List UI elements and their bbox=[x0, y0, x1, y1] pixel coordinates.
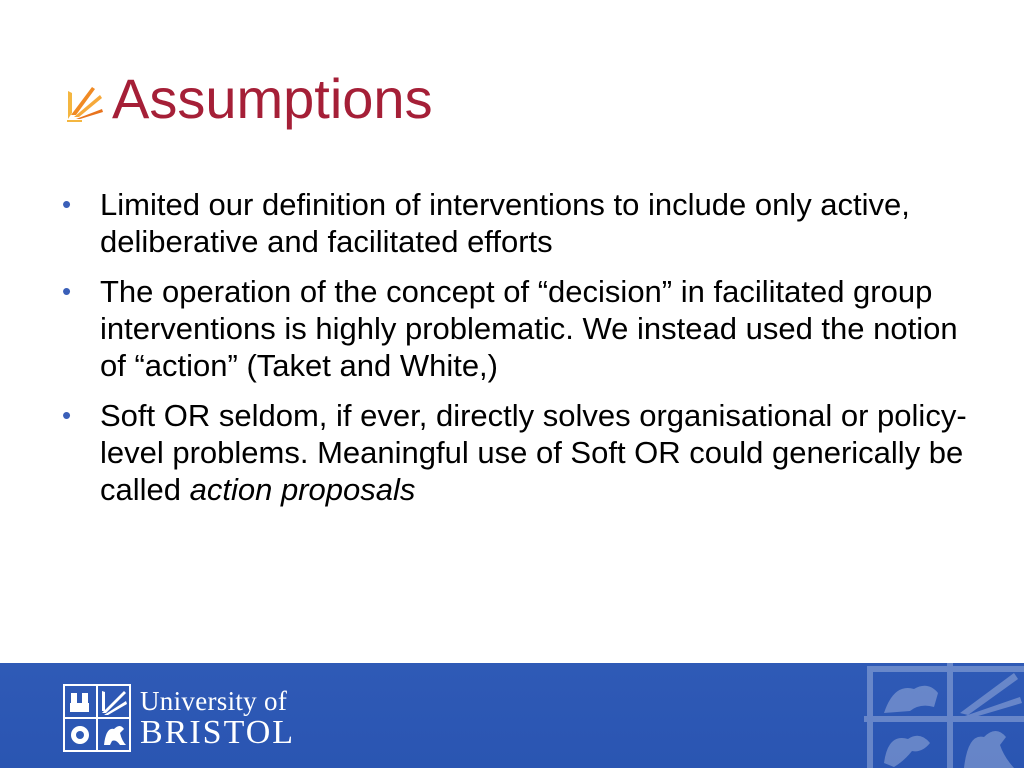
university-logo bbox=[62, 683, 295, 753]
bullet-text-segment: Limited our definition of interventions to include only active, deliberative and facilitated efforts bbox=[100, 187, 910, 259]
flame-logo-icon bbox=[62, 79, 106, 123]
bullet-item bbox=[62, 397, 982, 508]
university-crest-icon bbox=[62, 683, 132, 753]
bullet-text-segment: Soft OR seldom, if ever, directly solves organisational or policy-level problems. Meaningful use of Soft OR could generically be called bbox=[100, 398, 967, 507]
bullet-item bbox=[62, 186, 982, 260]
crest-watermark-icon bbox=[864, 663, 1024, 768]
bullet-dot-icon: • bbox=[62, 276, 72, 306]
logo-text-line2: BRISTOL bbox=[140, 714, 296, 751]
title-row bbox=[62, 62, 433, 136]
page-title: Assumptions bbox=[112, 67, 433, 130]
logo-text-line1: University of bbox=[140, 686, 288, 716]
bullet-list bbox=[62, 186, 982, 521]
bullet-item bbox=[62, 273, 982, 384]
bullet-text bbox=[100, 398, 967, 507]
bullet-text bbox=[100, 187, 910, 259]
bullet-dot-icon: • bbox=[62, 400, 72, 430]
bullet-text bbox=[100, 274, 958, 383]
bullet-text-segment: The operation of the concept of “decision” in facilitated group interventions is highly problematic. We instead used the notion of “action” (Taket and White,) bbox=[100, 274, 958, 383]
bullet-text-italic: action proposals bbox=[189, 472, 416, 507]
footer-bar bbox=[0, 663, 1024, 768]
bullet-dot-icon: • bbox=[62, 189, 72, 219]
